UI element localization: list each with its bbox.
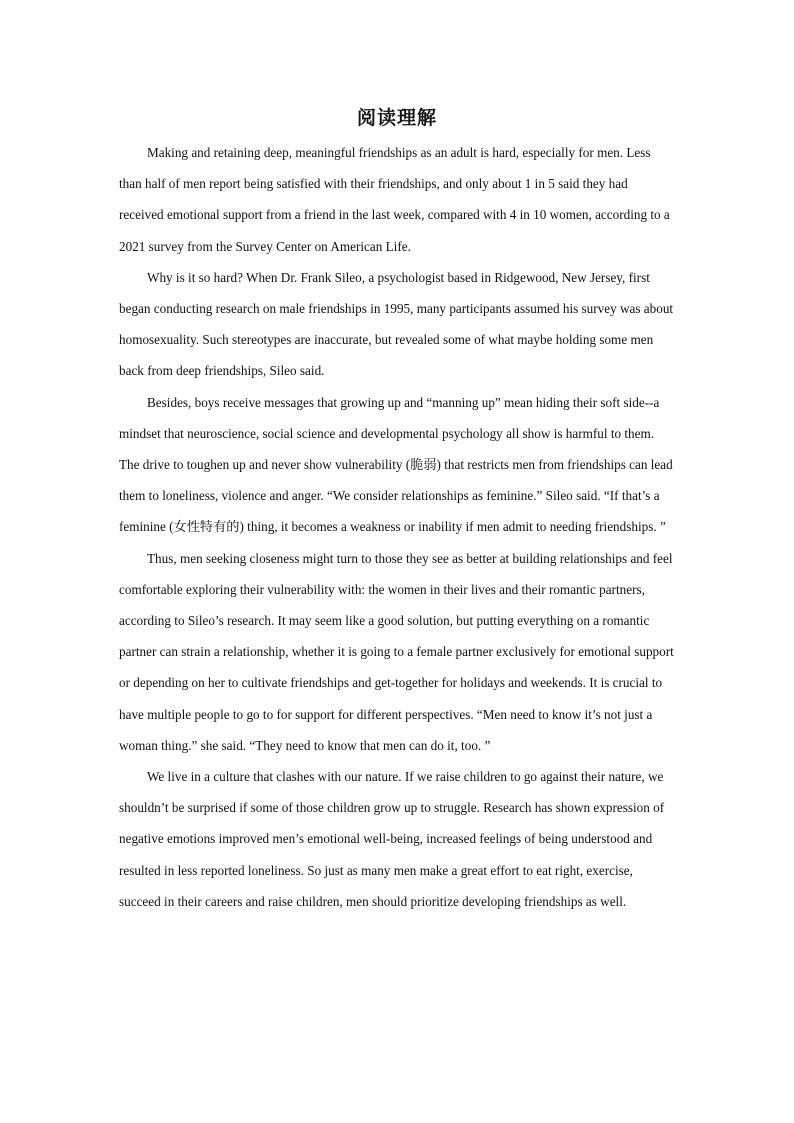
page-title: 阅读理解 xyxy=(356,107,437,129)
paragraph-2: Why is it so hard? When Dr. Frank Sileo, a psychologist based in Ridgewood, New Jersey, first began conducting research on male friendships in 1995, many participants assumed his survey was about homosexuality. Such stereotypes are inaccurate, but revealed some of what maybe holding some men back from deep friendships, Sileo said. xyxy=(119,269,674,379)
paragraph-3: Besides, boys receive messages that growing up and “manning up” mean hiding their soft side--a mindset that neuroscience, social science and developmental psychology all show is harmful to them. The drive to toughen up and never show vulnerability (脆弱) that restricts men from friendships can lead them to loneliness, violence and anger. “We consider relationships as feminine.” Sileo said. “If that’s a feminine (女性特有的) thing, it becomes a weakness or inability if men admit to needing friendships. ” xyxy=(119,394,673,535)
paragraph-1: Making and retaining deep, meaningful friendships as an adult is hard, especially for men. Less than half of men report being satisfied with their friendships, and only about 1 in 5 said they had received emotional support from a friend in the last week, compared with 4 in 10 women, according to a 2021 survey from the Survey Center on American Life. xyxy=(119,145,670,254)
paragraph-5: We live in a culture that clashes with our nature. If we raise children to go against their nature, we shouldn’t be surprised if some of those children grow up to struggle. Research has shown expression of negative emotions improved men’s emotional well-being, increased feelings of being understood and resulted in less reported loneliness. So just as many men make a great effort to eat right, exercise, succeed in their careers and raise children, men should prioritize developing friendships as well. xyxy=(119,769,665,909)
article-body xyxy=(119,137,675,917)
paragraph-4: Thus, men seeking closeness might turn to those they see as better at building relationships and feel comfortable exploring their vulnerability with: the women in their lives and their romantic partners, according to Sileo’s research. It may seem like a good solution, but putting everything on a romantic partner can strain a relationship, whether it is going to a female partner exclusively for emotional support or depending on her to cultivate friendships and get-together for holidays and weekends. It is crucial to have multiple people to go to for support for different perspectives. “Men need to know it’s not just a woman thing.” she said. “They need to know that men can do it, too. ” xyxy=(119,550,674,753)
